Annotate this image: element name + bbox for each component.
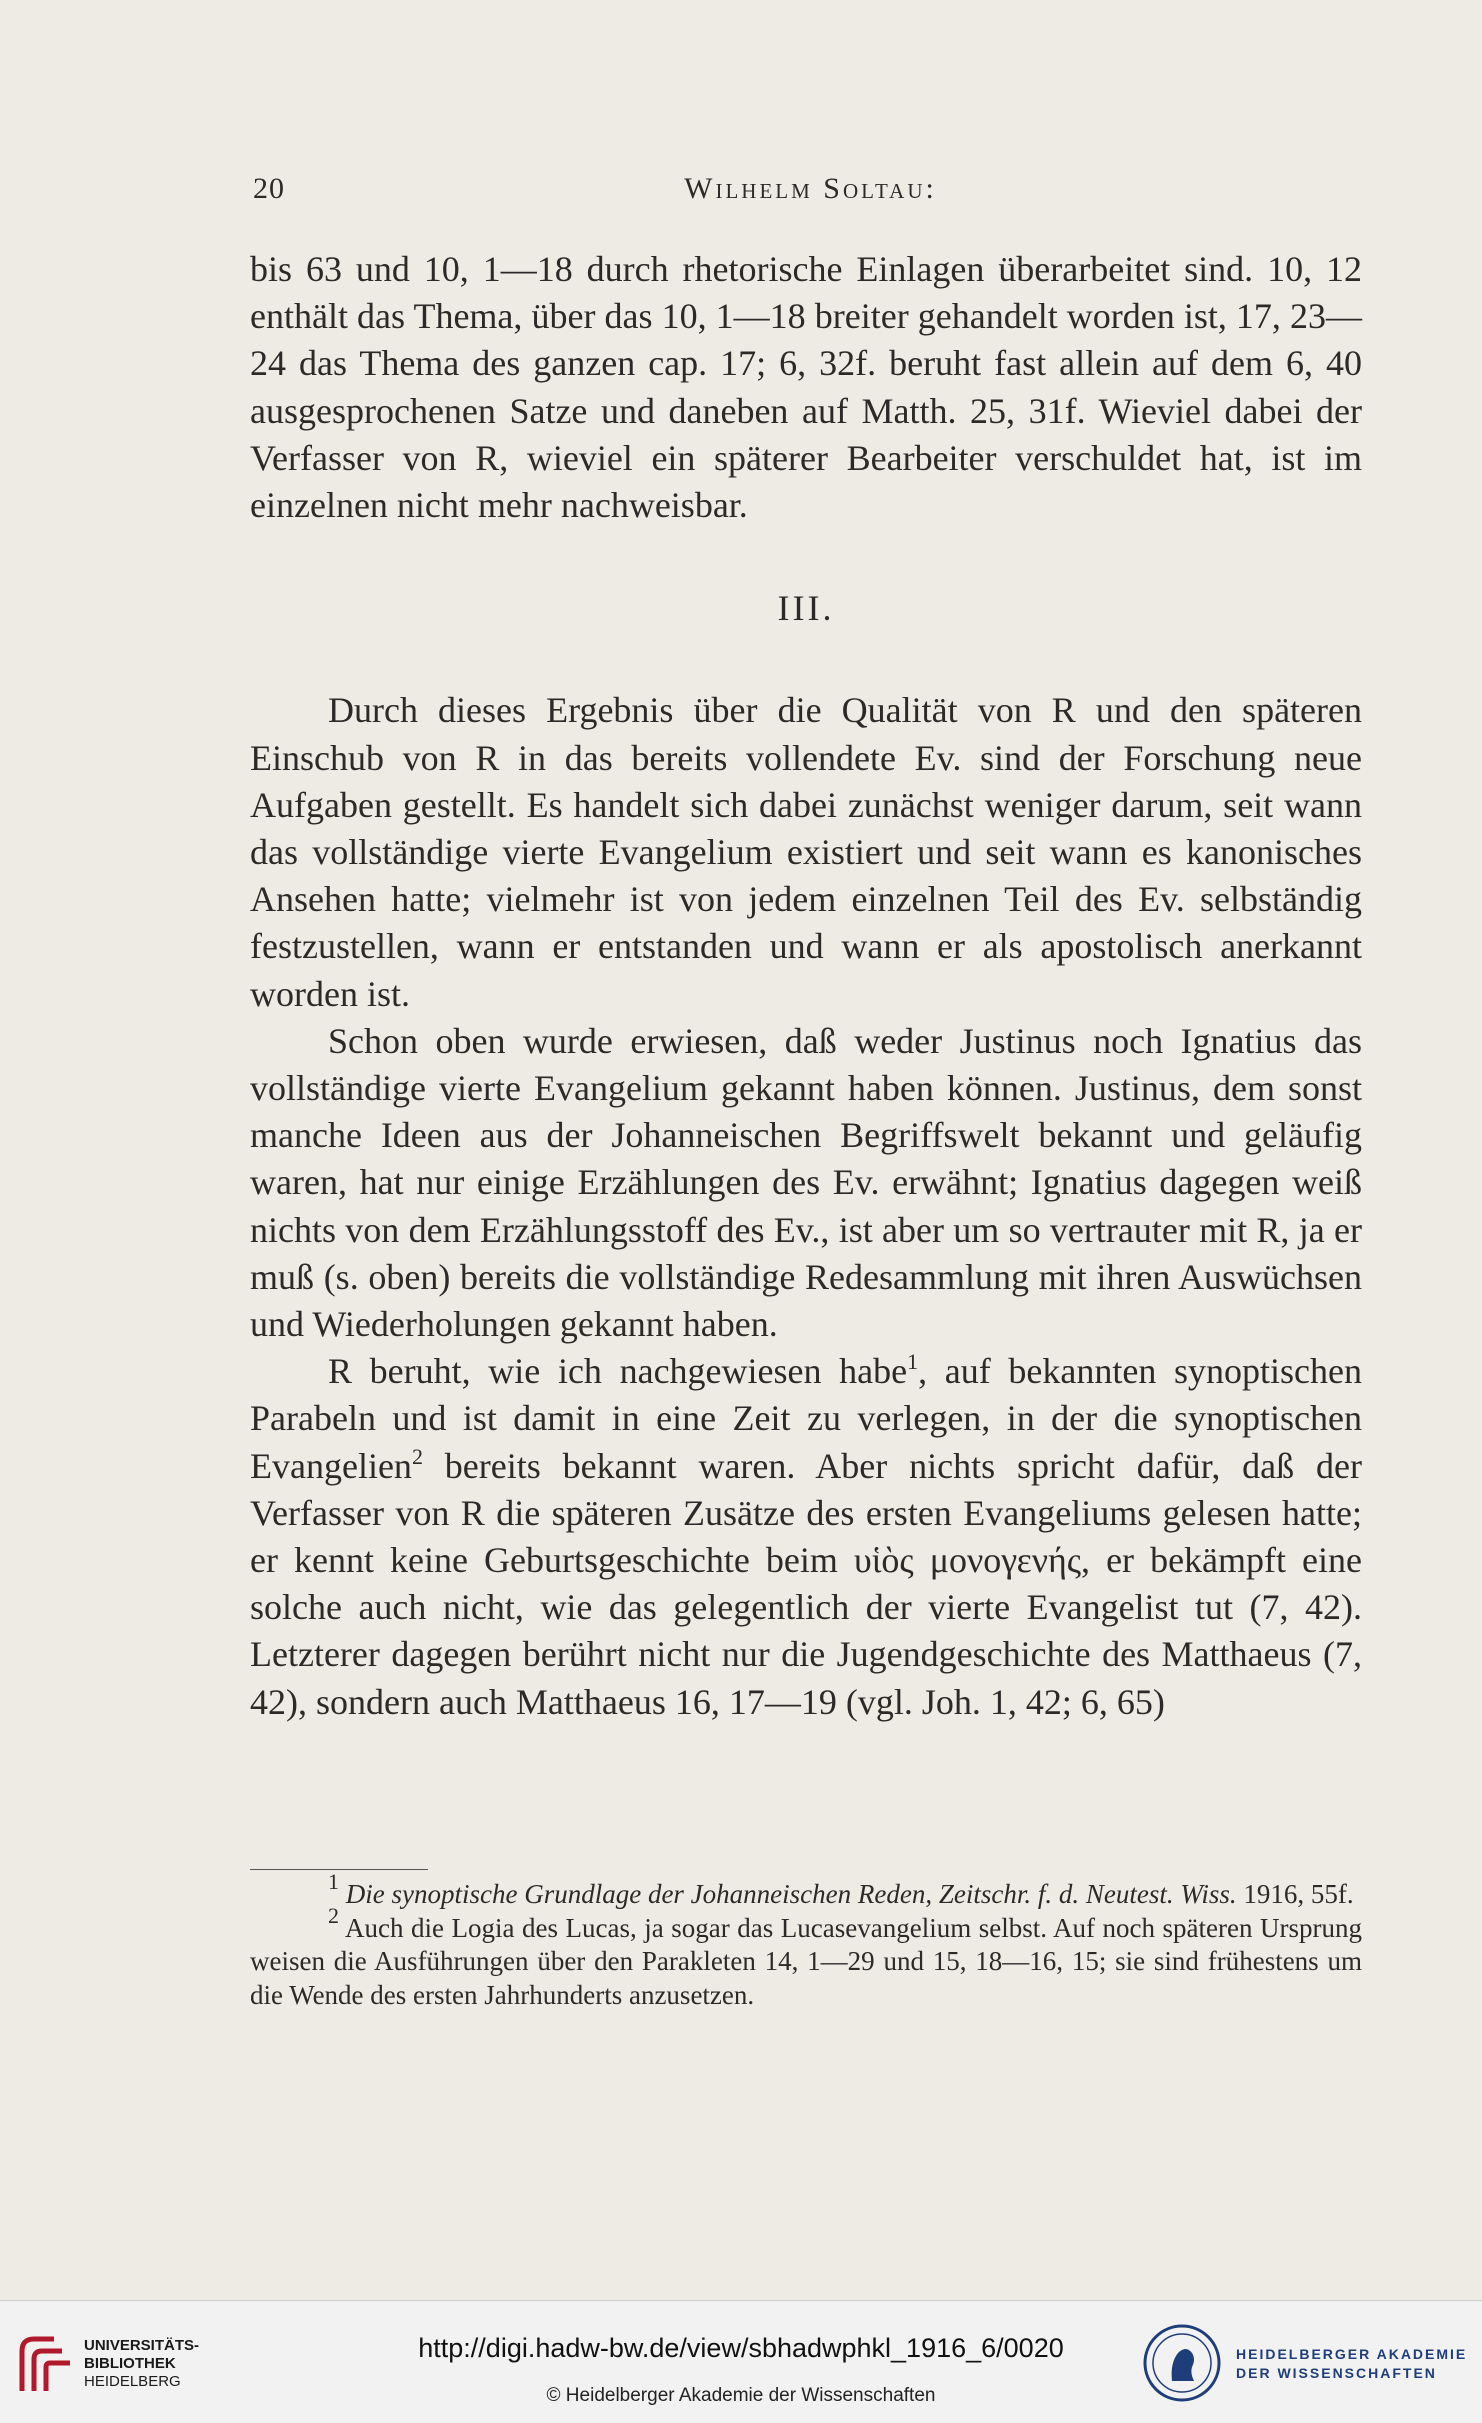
footnote-2-text: Auch die Logia des Lucas, ja sogar das Lucasevangelium selbst. Auf noch späteren Ursprung weisen die Ausführungen über den Parakleten 14, 1—29 und 15, 18—16, 15; sie sind frühestens um die Wende des ersten Jahrhunderts anzusetzen.	[250, 1912, 1362, 2010]
footnote-1-title: Die synoptische Grundlage der Johanneischen Reden, Zeitschr. f. d. Neutest. Wiss.	[345, 1879, 1237, 1909]
footnotes	[250, 1869, 1362, 2012]
footnote-1-rest: 1916, 55f.	[1236, 1879, 1354, 1909]
permalink-url[interactable]: http://digi.hadw-bw.de/view/sbhadwphkl_1916_6/0020	[418, 2333, 1064, 2363]
paragraph-2: Durch dieses Ergebnis über die Qualität von R und den späteren Einschub von R in das bereits vollendete Ev. sind der Forschung neue Aufgaben gestellt. Es handelt sich dabei zunächst weniger darum, seit wann das vollständige vierte Evangelium existiert und seit wann es kanonisches Ansehen hatte; vielmehr ist von jedem einzelnen Teil des Ev. selbständig festzustellen, wann er entstanden und wann er als apostolisch anerkannt worden ist.	[250, 690, 1362, 1014]
section-heading: III.	[777, 588, 835, 629]
running-head-author: Wilhelm Soltau:	[684, 172, 937, 205]
academy-name: HEIDELBERGER AKADEMIE DER WISSENSCHAFTEN	[1236, 2346, 1468, 2381]
paragraph-3: Schon oben wurde erwiesen, daß weder Justinus noch Ignatius das vollständige vierte Evangelium gekannt haben können. Justinus, dem sonst manche Ideen aus der Johanneischen Begriffswelt bekannt und geläufig waren, hat nur einige Erzählungen des Ev. erwähnt; Ignatius dagegen weiß nichts von dem Erzählungsstoff des Ev., ist aber um so vertrauter mit R, ja er muß (s. oben) bereits die vollständige Redesammlung mit ihren Auswüchsen und Wiederholungen gekannt haben.	[250, 1020, 1362, 1345]
academy-seal-icon	[1142, 2323, 1222, 2403]
paragraph-1: bis 63 und 10, 1—18 durch rhetorische Einlagen überarbeitet sind. 10, 12 enthält das Thema, über das 10, 1—18 breiter gehandelt worden ist, 17, 23—24 das Thema des ganzen cap. 17; 6, 32f. beruht fast allein auf dem 6, 40 ausgesprochenen Satze und daneben auf Matth. 25, 31f. Wieviel dabei der Verfasser von R, wieviel ein späterer Bearbeiter verschuldet hat, ist im einzelnen nicht mehr nachweisbar.	[250, 249, 1362, 526]
main-text	[250, 246, 1362, 1726]
paragraph-4	[250, 1348, 1362, 1726]
footnote-1-marker: 1	[328, 1869, 339, 1894]
viewer-footer	[0, 2300, 1482, 2423]
footnote-ref-1: 1	[907, 1349, 919, 1375]
university-library-name: UNIVERSITÄTS- BIBLIOTHEK HEIDELBERG	[84, 2337, 200, 2390]
running-head	[253, 172, 1368, 212]
footnote-rule	[250, 1869, 428, 1870]
paragraph-4-part-a: R beruht, wie ich nachgewiesen habe	[328, 1351, 908, 1392]
page-number: 20	[253, 172, 285, 205]
footnote-2	[250, 1902, 1362, 2013]
footnote-ref-2: 2	[411, 1443, 423, 1469]
copyright-notice: © Heidelberger Akademie der Wissenschaften	[546, 2385, 936, 2406]
paragraph-4-part-c: bereits bekannt waren. Aber nichts spricht dafür, daß der Verfasser von R die späteren Zusätze des ersten Evangeliums gelesen hatte; er kennt keine Geburtsgeschichte beim υἱὸς μονογενής, er bekämpft eine solche auch nicht, wie das gelegentlich der vierte Evangelist tut (7, 42). Letzterer dagegen berührt nicht nur die Jugendgeschichte des Matthaeus (7, 42), sondern auch Matthaeus 16, 17—19 (vgl. Joh. 1, 42; 6, 65)	[250, 1445, 1362, 1722]
footnote-2-marker: 2	[328, 1902, 339, 1928]
paragraph-4-part-b: , auf bekannten synoptischen Parabeln und ist damit in eine Zeit zu verlegen, in der die synoptischen Evangelien	[250, 1351, 1362, 1486]
footnote-1	[250, 1869, 1362, 1912]
